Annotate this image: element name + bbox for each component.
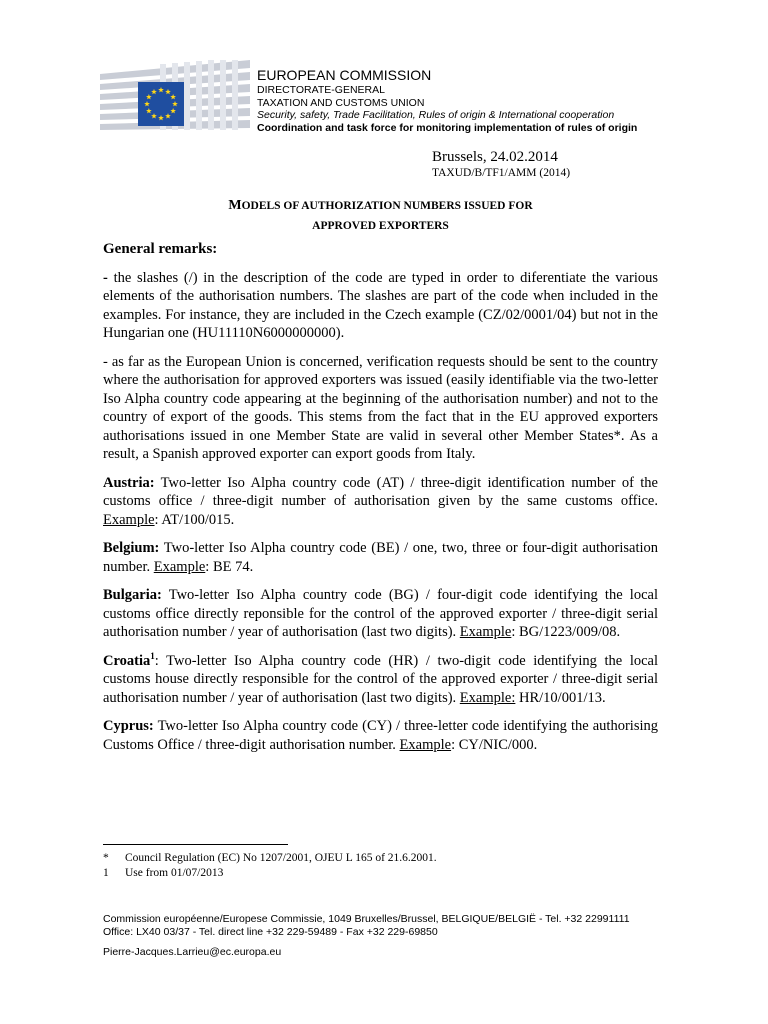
example-value: : BE 74.: [205, 558, 254, 575]
example-value: HR/10/001/13.: [515, 689, 606, 706]
org-name: EUROPEAN COMMISSION: [257, 67, 432, 83]
title-initial: M: [228, 198, 242, 213]
example-label: Example: [459, 624, 512, 640]
footnote-separator: [103, 844, 288, 845]
department: TAXATION AND CUSTOMS UNION: [257, 96, 425, 109]
task-force: Coordination and task force for monitoring implementation of rules of origin: [257, 121, 638, 134]
footer-office: Office: LX40 03/37 - Tel. direct line +32 229-59489 - Fax +32 229-69850: [103, 925, 438, 938]
contact-email-link[interactable]: Pierre-Jacques.Larrieu@ec.europa.eu: [103, 946, 282, 958]
country-bulgaria: [103, 586, 658, 642]
country-name: Bulgaria:: [103, 587, 162, 603]
directorate: DIRECTORATE-GENERAL: [257, 84, 385, 96]
footnotes: [103, 851, 437, 881]
remark-dash: -: [103, 269, 108, 286]
footnote-text: Council Regulation (EC) No 1207/2001, OJEU L 165 of 21.6.2001.: [125, 852, 437, 864]
footnote-text: Use from 01/07/2013: [125, 867, 224, 879]
title-line2: APPROVED EXPORTERS: [312, 220, 449, 232]
european-commission-logo: [100, 60, 250, 132]
letterhead: [257, 67, 677, 134]
country-description: Two-letter Iso Alpha country code (CY) / three-letter code identifying the authorising Customs Office / three-digit authorisation number.: [103, 718, 658, 753]
country-name: Croatia: [103, 652, 151, 669]
footnote-mark: *: [103, 852, 109, 864]
country-description: Two-letter Iso Alpha country code (BG) / four-digit code identifying the local customs office directly reponsible for the control of the approved exporter / three-digit serial authorisation number / year of authorisation (last two digits).: [103, 587, 658, 640]
country-cyprus: [103, 717, 658, 754]
footnote-ref: 1: [150, 650, 155, 661]
example-value: : CY/NIC/000.: [451, 736, 538, 753]
unit: Security, safety, Trade Facilitation, Rules of origin & International cooperation: [257, 109, 615, 121]
country-name: Belgium:: [103, 540, 160, 556]
place-date: Brussels, 24.02.2014: [432, 149, 558, 165]
general-remarks-heading: General remarks:: [103, 241, 218, 257]
country-name: Austria:: [103, 474, 155, 491]
country-austria: [103, 474, 658, 530]
country-description: Two-letter Iso Alpha country code (BE) / one, two, three or four-digit authorisation number.: [103, 540, 658, 575]
reference: TAXUD/B/TF1/AMM (2014): [432, 167, 571, 179]
example-label: Example: [103, 511, 155, 528]
example-value: : BG/1223/009/08.: [511, 624, 621, 640]
example-label: Example: [153, 558, 206, 575]
country-name-tail: :: [154, 652, 159, 669]
document-body: [103, 240, 658, 764]
remark-verification: - as far as the European Union is concerned, verification requests should be sent to the country where the authorisation for approved exporters was issued (easily identifiable via the two-letter Iso Alpha country code appearing at the beginning of the authorisation number) and not to the country of export of the goods. This stems from the fact that in the EU approved exporters authorisations issued in one Member State are valid in several other Member States*. As a result, a Spanish approved exporter can export goods from Italy.: [103, 353, 658, 462]
example-label: Example:: [459, 689, 516, 706]
country-belgium: [103, 539, 658, 576]
footnote: [103, 851, 437, 866]
remark-slashes: [103, 269, 658, 343]
title-line1: ODELS OF AUTHORIZATION NUMBERS ISSUED FOR: [241, 200, 533, 212]
country-croatia: [103, 652, 658, 708]
footnote-mark: 1: [103, 867, 109, 879]
example-label: Example: [399, 736, 452, 753]
country-description: Two-letter Iso Alpha country code (HR) / two-digit code identifying the local customs house directly responsible for the control of the approved exporter / three-digit serial authorisation number / year of authorisation (last two digits).: [103, 652, 658, 706]
remark-slashes-text: the slashes (/) in the description of the code are typed in order to diferentiate the various elements of the authorisation numbers. The slashes are part of the code when included in the examples. For instance, they are included in the Czech example (CZ/02/0001/04) but not in the Hungarian one (HU11110N6000000000).: [103, 269, 658, 341]
dateline: [432, 148, 570, 181]
example-value: : AT/100/015.: [154, 511, 235, 528]
footer-address: Commission européenne/Europese Commissie, 1049 Bruxelles/Brussel, BELGIQUE/BELGIË - Tel. +32 22991111: [103, 913, 630, 925]
document-title: [103, 196, 658, 236]
footnote: [103, 866, 437, 881]
country-description: Two-letter Iso Alpha country code (AT) / three-digit identification number of the customs office / three-digit number of authorisation given by the same customs office.: [103, 474, 658, 509]
page-footer: [103, 913, 630, 959]
country-name: Cyprus:: [103, 718, 154, 734]
